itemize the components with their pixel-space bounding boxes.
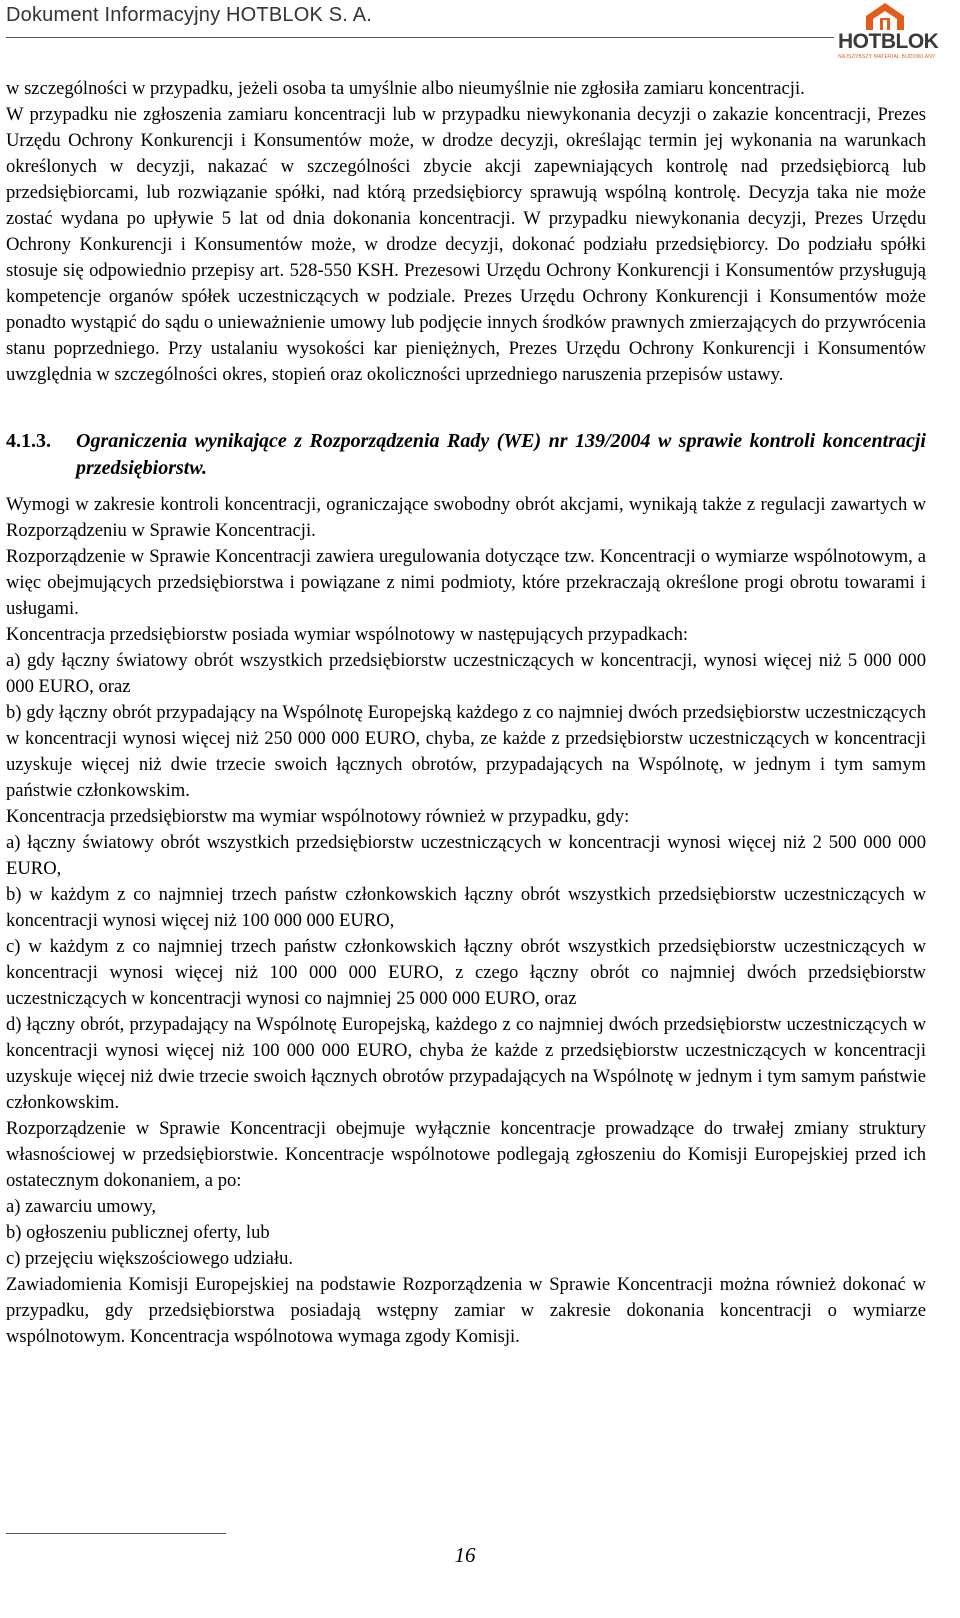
list-item: b) gdy łączny obrót przypadający na Wspólnotę Europejską każdego z co najmniej dwóch przedsiębiorstw uczestniczących w koncentracji wynosi więcej niż 250 000 000 EURO, chyba, ze każde z przedsiębiorstw uczestniczących w koncentracji uzyskuje więcej niż dwie trzecie swoich łącznych obrotów, przypadających na Wspólnotę, w jednym i tym samym państwie członkowskim. [6,702,926,801]
document-title: Dokument Informacyjny HOTBLOK S. A. [6,4,373,26]
section-heading [6,428,926,482]
section-title: Ograniczenia wynikające z Rozporządzenia Rady (WE) nr 139/2004 w sprawie kontroli koncentracji przedsiębiorstw. [76,430,926,479]
document-body [6,76,926,1350]
paragraph: Rozporządzenie w Sprawie Koncentracji obejmuje wyłącznie koncentracje prowadzące do trwałej zmiany struktury własnościowej w przedsiębiorstwie. Koncentracje wspólnotowe podlegają zgłoszeniu do Komisji Europejskiej przed ich ostatecznym dokonaniem, a po: [6,1118,926,1191]
house-roof-icon [838,0,932,32]
list-item: c) przejęciu większościowego udziału. [6,1248,294,1269]
paragraph: Wymogi w zakresie kontroli koncentracji, ograniczające swobodny obrót akcjami, wynikają także z regulacji zawartych w Rozporządzeniu w Sprawie Koncentracji. [6,494,926,541]
footer-divider [6,1533,226,1534]
logo-wordmark: HOTBLOK [838,30,939,53]
list-item: a) zawarciu umowy, [6,1196,157,1217]
list-item: b) ogłoszeniu publicznej oferty, lub [6,1222,270,1243]
spacer [6,388,926,414]
paragraph: Koncentracja przedsiębiorstw posiada wymiar wspólnotowy w następujących przypadkach: [6,624,689,645]
page-number: 16 [454,1543,476,1567]
list-item: b) w każdym z co najmniej trzech państw członkowskich łączny obrót wszystkich przedsiębiorstw uczestniczących w koncentracji wynosi więcej niż 100 000 000 EURO, [6,884,926,931]
header-divider [6,37,834,38]
list-item: a) łączny światowy obrót wszystkich przedsiębiorstw uczestniczących w koncentracji wynosi więcej niż 2 500 000 000 EURO, [6,832,926,879]
list-item: d) łączny obrót, przypadający na Wspólnotę Europejską, każdego z co najmniej dwóch przedsiębiorstw uczestniczących w koncentracji wynosi więcej niż 100 000 000 EURO, chyba że każde z przedsiębiorstw uczestniczących w koncentracji uzyskuje więcej niż dwie trzecie swoich łącznych obrotów przypadających na Wspólnotę w jednym i tym samym państwie członkowskim. [6,1014,926,1113]
hotblok-logo [838,0,939,60]
paragraph: Rozporządzenie w Sprawie Koncentracji zawiera uregulowania dotyczące tzw. Koncentracji o wymiarze wspólnotowym, a więc obejmujących przedsiębiorstwa i powiązane z nimi podmioty, które przekraczają określone progi obrotu towarami i usługami. [6,546,926,619]
page-header [6,0,930,45]
list-item: c) w każdym z co najmniej trzech państw członkowskich łączny obrót wszystkich przedsiębiorstw uczestniczących w koncentracji wynosi więcej niż 100 000 000 EURO, z czego łączny obrót co najmniej dwóch przedsiębiorstw uczestniczących w koncentracji wynosi co najmniej 25 000 000 EURO, oraz [6,936,926,1009]
section-number: 4.1.3. [6,430,51,452]
paragraph: w szczególności w przypadku, jeżeli osoba ta umyślnie albo nieumyślnie nie zgłosiła zamiaru koncentracji. [6,78,805,99]
paragraph: Koncentracja przedsiębiorstw ma wymiar wspólnotowy również w przypadku, gdy: [6,806,630,827]
paragraph: Zawiadomienia Komisji Europejskiej na podstawie Rozporządzenia w Sprawie Koncentracji można również dokonać w przypadku, gdy przedsiębiorstwa posiadają wstępny zamiar w zakresie dokonania koncentracji o wymiarze wspólnotowym. Koncentracja wspólnotowa wymaga zgody Komisji. [6,1274,926,1347]
list-item: a) gdy łączny światowy obrót wszystkich przedsiębiorstw uczestniczących w koncentracji, wynosi więcej niż 5 000 000 000 EURO, oraz [6,650,926,697]
logo-tagline: NAJSZYBSZY MATERIAŁ BUDOWLANY [838,54,936,60]
paragraph: W przypadku nie zgłoszenia zamiaru koncentracji lub w przypadku niewykonania decyzji o zakazie koncentracji, Prezes Urzędu Ochrony Konkurencji i Konsumentów może, w drodze decyzji, określając termin jej wykonania na warunkach określonych w decyzji, nakazać w szczególności zbycie akcji zapewniających kontrolę nad przedsiębiorcą lub przedsiębiorcami, lub rozwiązanie spółki, nad którą przedsiębiorcy sprawują wspólną kontrolę. Decyzja taka nie może zostać wydana po upływie 5 lat od dnia dokonania koncentracji. W przypadku niewykonania decyzji, Prezes Urzędu Ochrony Konkurencji i Konsumentów może, w drodze decyzji, dokonać podziału przedsiębiorcy. Do podziału spółki stosuje się odpowiednio przepisy art. 528-550 KSH. Prezesowi Urzędu Ochrony Konkurencji i Konsumentów przysługują kompetencje organów spółek uczestniczących w podziale. Prezes Urzędu Ochrony Konkurencji i Konsumentów może ponadto wystąpić do sądu o unieważnienie umowy lub podjęcie innych środków prawnych zmierzających do przywrócenia stanu poprzedniego. Przy ustalaniu wysokości kar pieniężnych, Prezes Urzędu Ochrony Konkurencji i Konsumentów uwzględnia w szczególności okres, stopień oraz okoliczności uprzedniego naruszenia przepisów ustawy. [6,104,926,385]
